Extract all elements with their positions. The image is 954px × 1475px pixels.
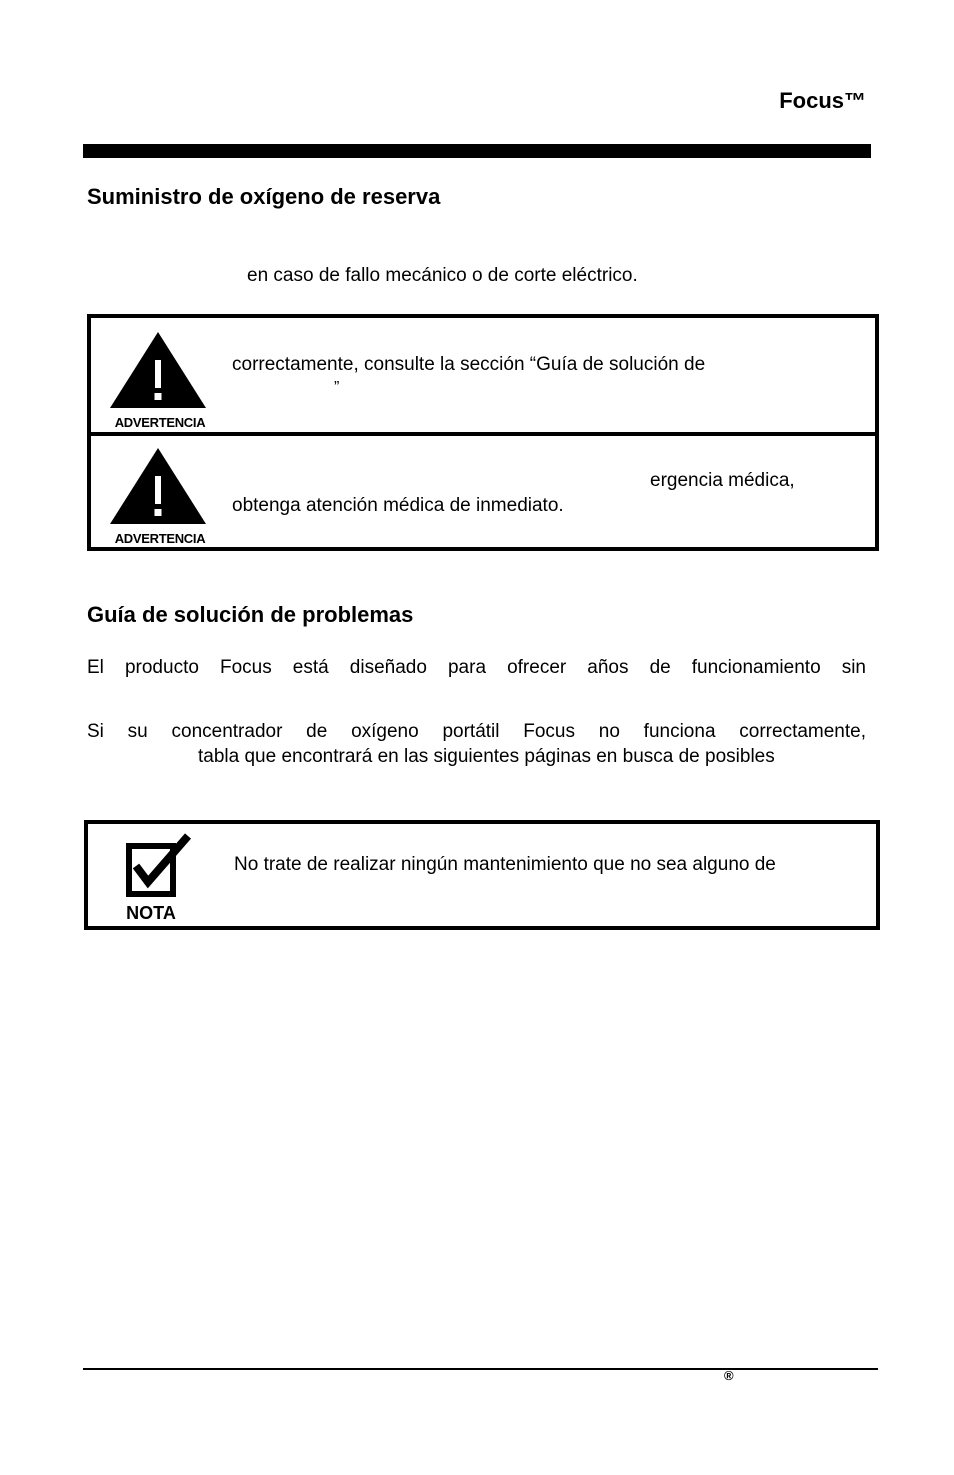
warning-icon [108, 446, 212, 526]
note-label: NOTA [126, 903, 176, 923]
header-rule [83, 144, 871, 158]
troubleshooting-para-1: El producto Focus está diseñado para ofrecer años de funcionamiento sin [87, 657, 866, 678]
section-heading-troubleshooting: Guía de solución de problemas [87, 602, 414, 627]
warning-2-symbol [108, 446, 212, 544]
section-heading-backup-oxygen: Suministro de oxígeno de reserva [87, 184, 441, 209]
warning-2-line-2: obtenga atención médica de inmediato. [232, 495, 564, 516]
brand-title: Focus™ [779, 88, 866, 113]
warning-divider [91, 432, 875, 436]
checkbox-check-icon [116, 832, 196, 898]
warnings-box [87, 314, 879, 551]
warning-label: ADVERTENCIA [114, 531, 206, 546]
warning-1-line-1: correctamente, consulte la sección “Guía de solución de [232, 354, 706, 375]
footer-rule [83, 1368, 878, 1370]
troubleshooting-para-2-line-1: Si su concentrador de oxígeno portátil Focus no funciona correctamente, [87, 721, 866, 742]
note-box [84, 820, 880, 930]
warning-1-symbol [108, 330, 212, 428]
troubleshooting-para-2-line-2: tabla que encontrará en las siguientes páginas en busca de posibles [198, 746, 775, 767]
note-line-1: No trate de realizar ningún mantenimiento que no sea alguno de [234, 854, 776, 875]
warning-icon [108, 330, 212, 410]
warning-label: ADVERTENCIA [114, 415, 206, 430]
warning-2-line-1: ergencia médica, [650, 470, 795, 491]
warning-1-line-2: ” [334, 379, 340, 396]
backup-oxygen-text: en caso de fallo mecánico o de corte eléctrico. [247, 265, 638, 286]
registered-mark: ® [724, 1368, 734, 1383]
note-symbol [116, 832, 202, 922]
